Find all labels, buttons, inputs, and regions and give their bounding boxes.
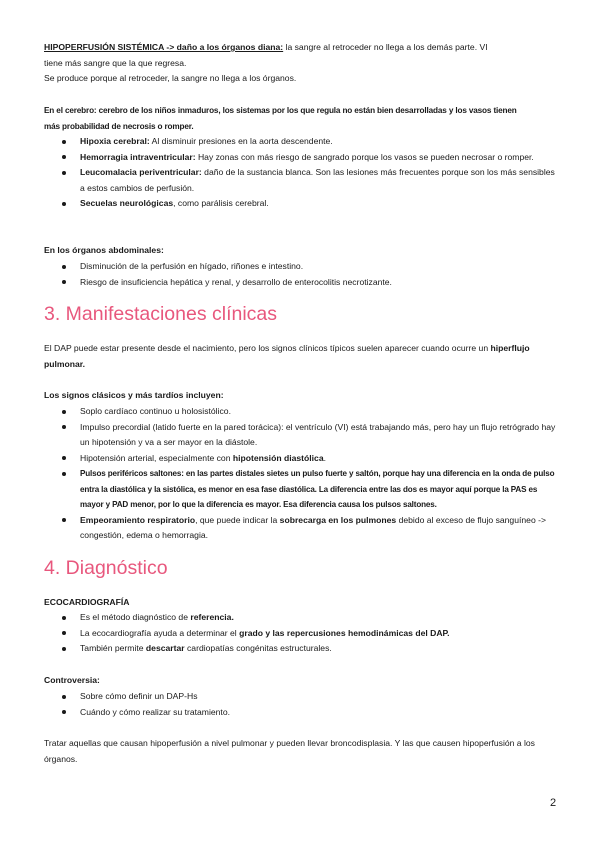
- list-item: Riesgo de insuficiencia hepática y renal, y desarrollo de enterocolitis necrotizante.: [60, 275, 558, 291]
- cerebro-intro-line-1: En el cerebro: cerebro de los niños inmaduros, los sistemas por los que regula no están bien desarrolladas y los vasos tienen: [44, 106, 517, 115]
- eco-heading: ECOCARDIOGRAFÍA: [44, 597, 130, 607]
- list-item: Impulso precordial (latido fuerte en la pared torácica): el ventrículo (VI) está trabajando más, pero hay un flujo retrógrado hay un hipotensión y va a ser mayor en la diástole.: [60, 420, 558, 451]
- controversia-heading: Controversia:: [44, 675, 100, 685]
- signos-list: [60, 404, 558, 544]
- list-item: Empeoramiento respiratorio, que puede indicar la sobrecarga en los pulmones debido al exceso de flujo sanguíneo -> congestión, edema o hemorragia.: [60, 513, 558, 544]
- list-item: Secuelas neurológicas, como parálisis cerebral.: [60, 196, 558, 212]
- list-item: Leucomalacia periventricular: daño de la sustancia blanca. Son las lesiones más frecuentes porque son los más sensibles a estos cambios de perfusión.: [60, 165, 558, 196]
- abdominales-list: [60, 259, 558, 290]
- hipoperfusion-paragraph: [44, 40, 558, 87]
- hipoperfusion-heading: HIPOPERFUSIÓN SISTÉMICA -> daño a los órganos diana:: [44, 42, 284, 52]
- closing-paragraph: Tratar aquellas que causan hipoperfusión a nivel pulmonar y pueden llevar broncodisplasia. Y las que causen hipoperfusión a los órganos.: [44, 738, 535, 764]
- section-4-title: 4. Diagnóstico: [44, 557, 168, 579]
- list-item: Hipoxia cerebral: Al disminuir presiones en la aorta descendente.: [60, 134, 558, 150]
- abdominales-heading: En los órganos abdominales:: [44, 245, 164, 255]
- list-item: Es el método diagnóstico de referencia.: [60, 610, 558, 626]
- hipoperfusion-text-3: Se produce porque al retroceder, la sangre no llega a los órganos.: [44, 73, 297, 83]
- cerebro-intro-line-2: más probabilidad de necrosis o romper.: [44, 121, 194, 131]
- hipoperfusion-text-1: la sangre al retroceder no llega a los demás parte. VI: [283, 42, 488, 52]
- eco-list: [60, 610, 558, 657]
- list-item: Pulsos periféricos saltones: en las partes distales sietes un pulso fuerte y saltón, porque hay una diferencia en la onda de pulso entra la diastólica y la sistólica, es menor en esa fase diastólica. La diferencia entre las dos es mayor aquí porque la PAS es mayor y PAD menor, por lo que la diferencia es mayor. Esa diferencia causa los pulsos saltones.: [60, 466, 558, 513]
- list-item: Hipotensión arterial, especialmente con hipotensión diastólica.: [60, 451, 558, 467]
- cerebro-intro: [44, 103, 558, 134]
- sec3-intro: El DAP puede estar presente desde el nacimiento, pero los signos clínicos típicos suelen aparecer cuando ocurre un hiperflujo pulmonar.: [44, 343, 530, 369]
- list-item: Hemorragia intraventricular: Hay zonas con más riesgo de sangrado porque los vasos se pueden necrosar o romper.: [60, 150, 558, 166]
- section-3-title: 3. Manifestaciones clínicas: [44, 303, 278, 325]
- abdominales-heading-block: [44, 243, 558, 259]
- signos-heading: Los signos clásicos y más tardíos incluyen:: [44, 390, 224, 400]
- list-item: Disminución de la perfusión en hígado, riñones e intestino.: [60, 259, 558, 275]
- cerebro-list: [60, 134, 558, 212]
- controversia-heading-block: [44, 673, 558, 689]
- hipoperfusion-text-2: tiene más sangre que la que regresa.: [44, 57, 187, 68]
- list-item: La ecocardiografía ayuda a determinar el grado y las repercusiones hemodinámicas del DAP.: [60, 626, 558, 642]
- controversia-list: [60, 689, 558, 720]
- page-number: 2: [550, 797, 557, 809]
- list-item: Soplo cardíaco continuo u holosistólico.: [60, 404, 558, 420]
- eco-heading-block: [44, 595, 558, 611]
- signos-heading-block: [44, 388, 558, 404]
- list-item: Cuándo y cómo realizar su tratamiento.: [60, 705, 558, 721]
- list-item: También permite descartar cardiopatías congénitas estructurales.: [60, 641, 558, 657]
- list-item: Sobre cómo definir un DAP-Hs: [60, 689, 558, 705]
